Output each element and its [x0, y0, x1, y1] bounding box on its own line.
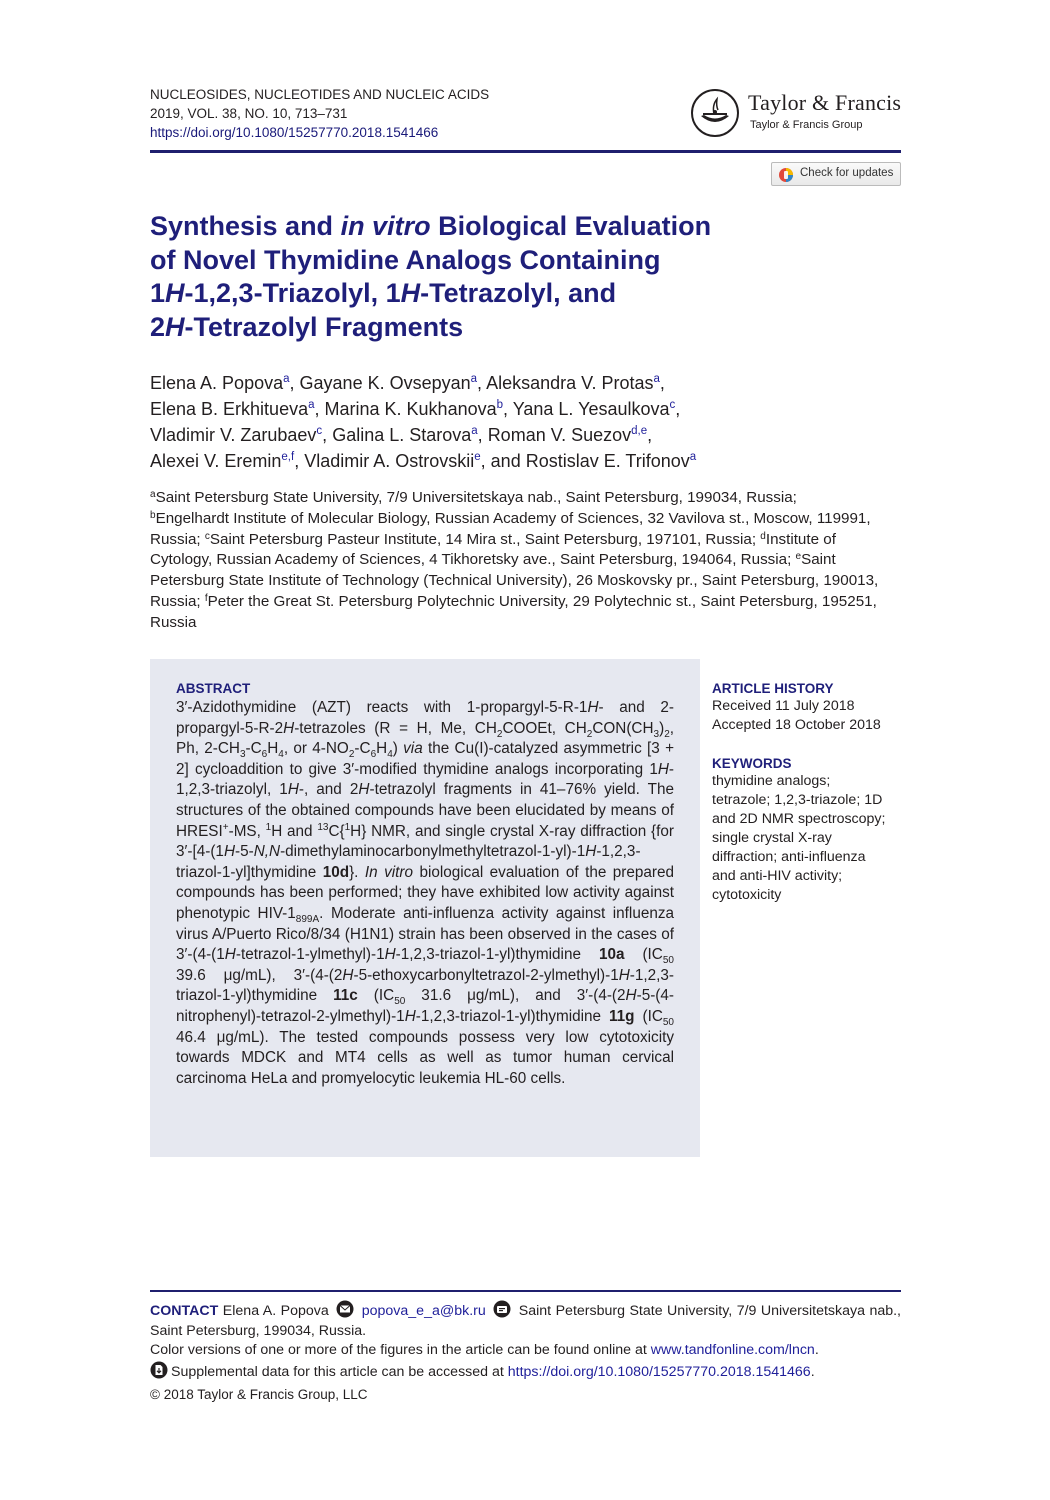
abstract-run: }. — [349, 863, 365, 881]
author-separator: , and — [480, 451, 526, 471]
abstract-run: -tetrazoles (R = H, Me, CH — [294, 719, 497, 737]
author-name: Aleksandra V. Protas — [486, 373, 654, 393]
affiliation-marker: d — [760, 530, 766, 542]
author-separator: , — [659, 373, 665, 393]
copyright: © 2018 Taylor & Francis Group, LLC — [150, 1387, 368, 1402]
author-separator: , — [289, 373, 300, 393]
color-note-text: Color versions of one or more of the figures in the article can be found online at — [150, 1342, 651, 1358]
doi-link[interactable]: https://doi.org/10.1080/15257770.2018.1541466 — [150, 125, 439, 140]
author-name: Roman V. Suezov — [487, 425, 632, 445]
title-part: 1 — [150, 278, 166, 308]
abstract-run: H} NMR, and single crystal X-ray diffraction {for 3′-[4-(1 — [176, 822, 674, 861]
abstract-run: -tetrazol-1-ylmethyl)-1 — [235, 946, 385, 964]
abstract-run: -MS, — [228, 822, 266, 840]
abstract-run: , or 4-NO — [283, 740, 349, 758]
keyword-line: tetrazole; 1,2,3-triazole; 1D — [712, 792, 883, 808]
abstract-run: 50 — [662, 1016, 674, 1028]
author-name: Vladimir A. Ostrovskii — [304, 451, 475, 471]
keyword-line: cytotoxicity — [712, 887, 782, 903]
abstract-run: 3′-Azidothymidine (AZT) reacts with 1-propargyl-5-R-1 — [176, 699, 588, 716]
abstract-run: 10a — [598, 946, 625, 964]
author-name: Yana L. Yesaulkova — [512, 399, 670, 419]
abstract-run: H and — [271, 822, 318, 840]
publisher-group: Taylor & Francis Group — [750, 119, 863, 131]
abstract-run: 4 — [278, 749, 284, 761]
author-separator: , — [503, 399, 513, 419]
abstract-run: biological evaluation of the prepared compounds has been performed; they have exhibited low activity against phenotypic HIV-1 — [176, 863, 675, 922]
accepted-date: Accepted 18 October 2018 — [712, 717, 881, 733]
title-part: H — [165, 311, 185, 342]
abstract-run: (IC — [357, 987, 395, 1005]
abstract-run: 50 — [662, 955, 674, 967]
supplemental-note-end: . — [810, 1364, 815, 1380]
author-separator: , — [314, 399, 325, 419]
abstract-run: 899A — [295, 913, 320, 925]
abstract-run: 13 — [317, 821, 329, 833]
article-history — [712, 681, 912, 735]
journal-header — [150, 85, 489, 142]
abstract-run: H — [404, 1007, 416, 1025]
abstract-run: -dimethylaminocarbonylmethyltetrazol-1-yl)-1 — [280, 843, 586, 861]
affiliation-text: Saint Petersburg Pasteur Institute, 14 Mira st., Saint Petersburg, 197101, Russia; — [209, 530, 761, 548]
affiliations — [150, 488, 890, 634]
abstract-run: - and 2-propargyl-5-R-2 — [176, 699, 675, 737]
author-affiliation-link[interactable]: a — [470, 373, 478, 385]
abstract-run: 10d — [322, 863, 350, 881]
author-affiliation-link[interactable]: c — [316, 425, 323, 437]
abstract-run: 6 — [370, 749, 377, 761]
keyword-line: diffraction; anti-influenza — [712, 849, 866, 865]
abstract-run: 39.6 μg/mL), 3′-(4-(2 — [176, 966, 343, 984]
author-name: Marina K. Kukhanova — [324, 399, 497, 419]
author-separator: , — [675, 399, 681, 419]
abstract-run: 3 — [239, 749, 246, 761]
abstract-run: H — [618, 966, 630, 984]
author-separator: , — [294, 451, 305, 471]
author-affiliation-link[interactable]: c — [669, 399, 676, 411]
abstract-run: -1,2,3-triazol-1-yl)thymidine — [415, 1007, 610, 1025]
color-note — [150, 1340, 819, 1360]
keyword-line: and anti-HIV activity; — [712, 868, 843, 884]
abstract-run: 2 — [586, 728, 593, 740]
contact-email-link[interactable]: popova_e_a@bk.ru — [361, 1303, 486, 1319]
journal-volume: 2019, VOL. 38, NO. 10, 713–731 — [150, 106, 348, 121]
abstract-run: -5-ethoxycarbonyltetrazol-2-ylmethyl)-1 — [353, 966, 619, 984]
author-affiliation-link[interactable]: b — [496, 399, 504, 411]
abstract-run: (IC — [634, 1007, 663, 1025]
contact-block — [150, 1300, 901, 1341]
affiliation-marker: a — [150, 489, 156, 500]
abstract-run: -5- — [235, 843, 254, 861]
author-affiliation-link[interactable]: d,e — [631, 425, 648, 437]
abstract-run: H — [384, 946, 396, 964]
publisher-name: Taylor & Francis — [748, 90, 902, 115]
address-icon — [493, 1300, 511, 1318]
abstract-run: -5-(4-nitrophenyl)-tetrazol-2-ylmethyl)-1 — [176, 987, 674, 1025]
footer-rule — [150, 1290, 901, 1292]
abstract-run: In vitro — [364, 863, 413, 881]
abstract-run: ) — [659, 719, 665, 737]
contact-label: CONTACT — [150, 1303, 219, 1319]
abstract-run: -1,2,3-triazol-1-yl]thymidine — [176, 843, 641, 881]
affiliation-text: Institute of Cytology, Russian Academy of Sciences, 4 Tikhoretsky ave., Saint Petersburg, 194064, Russia; — [150, 530, 836, 569]
color-versions-link[interactable]: www.tandfonline.com/lncn — [650, 1342, 815, 1358]
keywords-heading: KEYWORDS — [712, 756, 792, 771]
abstract-run: H — [625, 987, 637, 1005]
abstract-run: H — [657, 760, 669, 778]
check-updates-label: Check for updates — [800, 167, 894, 179]
keyword-line: thymidine analogs; — [712, 773, 831, 789]
abstract-run: via — [403, 740, 423, 758]
abstract-run: 6 — [261, 749, 268, 761]
abstract-run: , Ph, 2-CH — [176, 719, 674, 758]
affiliation-marker: f — [204, 592, 208, 604]
title-part: in vitro — [340, 211, 431, 241]
contact-name: Elena A. Popova — [222, 1303, 329, 1319]
affiliation-marker: b — [150, 509, 156, 521]
taylor-francis-lamp-icon — [690, 88, 740, 138]
abstract-run: 31.6 μg/mL), and 3′-(4-(2 — [405, 987, 626, 1005]
title-part: of Novel Thymidine Analogs Containing — [150, 244, 661, 275]
author-affiliation-link[interactable]: a — [283, 373, 290, 385]
author-separator: , — [322, 425, 333, 445]
abstract-run: 50 — [394, 996, 406, 1008]
author-separator: , — [477, 425, 488, 445]
journal-name: NUCLEOSIDES, NUCLEOTIDES AND NUCLEIC ACIDS — [150, 87, 490, 102]
abstract-run: H — [223, 843, 235, 861]
supplemental-note-text: Supplemental data for this article can be accessed at — [171, 1364, 508, 1380]
abstract-run: -1,2,3-triazol-1-yl)thymidine — [176, 966, 674, 1005]
keyword-line: single crystal X-ray — [712, 830, 832, 846]
abstract-run: H — [587, 699, 599, 716]
title-part: -Tetrazolyl, and — [420, 278, 617, 308]
abstract-text — [176, 698, 674, 1089]
supplemental-data-link[interactable]: https://doi.org/10.1080/15257770.2018.1541466 — [507, 1364, 811, 1380]
abstract-run: CON(CH — [592, 719, 654, 737]
author-separator: , — [477, 373, 487, 393]
check-updates-button[interactable] — [771, 162, 901, 186]
abstract-run: ) — [392, 740, 404, 758]
author-affiliation-link[interactable]: e — [474, 451, 481, 463]
abstract-run: 2 — [664, 728, 670, 740]
abstract-run: H — [224, 946, 236, 964]
abstract-run: 2 — [348, 749, 355, 761]
affiliation-text: Saint Petersburg State Institute of Technology (Technical University), 26 Moskovsky pr., Saint Petersburg, 190013, Russia; — [150, 551, 879, 610]
author-separator: , — [647, 425, 653, 445]
article-history-heading: ARTICLE HISTORY — [712, 681, 834, 696]
title-part: Synthesis and — [150, 211, 341, 241]
abstract-run: H — [358, 781, 370, 799]
color-note-end: . — [814, 1342, 819, 1358]
author-name: Elena A. Popova — [150, 373, 284, 393]
author-affiliation-link[interactable]: e,f — [281, 451, 295, 463]
affiliation-text: Peter the Great St. Petersburg Polytechnic University, 29 Polytechnic st., Saint Petersburg, 195251, Russia — [150, 592, 877, 631]
article-title — [150, 210, 770, 344]
abstract-heading: ABSTRACT — [176, 681, 251, 696]
affiliation-marker: e — [795, 551, 802, 563]
abstract-run: -tetrazolyl fragments in 41–76% yield. The structures of the obtained compounds have been elucidated by means of HRESI — [176, 781, 675, 840]
author-list — [150, 370, 850, 474]
author-affiliation-link[interactable]: a — [689, 451, 697, 463]
check-updates-icon — [778, 167, 794, 183]
supplemental-data-icon — [150, 1361, 168, 1379]
author-name: Gayane K. Ovsepyan — [299, 373, 471, 393]
abstract-run: -C — [354, 740, 371, 758]
abstract-run: + — [222, 821, 229, 833]
affiliation-text: Engelhardt Institute of Molecular Biology, Russian Academy of Sciences, 32 Vavilova st., Moscow, 119991, Russia; — [150, 509, 871, 548]
abstract-run: . Moderate anti-influenza activity against influenza virus A/Puerto Rico/8/34 (H1N1) strain has been observed in the cases of 3′-(4-(1 — [176, 904, 675, 964]
author-name: Elena B. Erkhitueva — [150, 399, 309, 419]
abstract-run: H — [585, 843, 597, 861]
abstract-run: H — [287, 781, 299, 799]
contact-address: Saint Petersburg State University, 7/9 Universitetskaya nab., Saint Petersburg, 199034, Russia. — [150, 1303, 901, 1339]
abstract-run: 2 — [496, 728, 503, 740]
abstract-run: C{ — [328, 822, 345, 840]
title-part: Biological Evaluation — [430, 211, 712, 241]
author-name: Alexei V. Eremin — [150, 451, 282, 471]
abstract-run: -C — [245, 740, 262, 758]
abstract-run: COOEt, CH — [502, 719, 587, 737]
abstract-run: H — [267, 740, 279, 758]
abstract-run: N,N — [253, 843, 281, 861]
abstract-run: 11c — [333, 987, 358, 1005]
abstract-run: -1,2,3-triazol-1-yl)thymidine — [395, 946, 599, 964]
abstract-run: 46.4 μg/mL). The tested compounds possess very low cytotoxicity towards MDCK and MT4 cells as well as tumor human cervical carcinoma HeLa and promyelocytic leukemia HL-60 cells. — [176, 1028, 674, 1087]
title-part: H — [165, 278, 185, 308]
abstract-run: 11g — [609, 1007, 635, 1025]
author-affiliation-link[interactable]: a — [308, 399, 315, 411]
title-part: -1,2,3-Triazolyl, 1 — [184, 278, 401, 308]
abstract-run: 1 — [344, 821, 351, 833]
keywords — [712, 756, 912, 905]
keyword-line: and 2D NMR spectroscopy; — [712, 811, 886, 827]
author-name: Vladimir V. Zarubaev — [150, 425, 317, 445]
email-icon — [336, 1300, 354, 1318]
supplemental-note — [150, 1361, 815, 1382]
abstract-run: 1 — [265, 821, 272, 833]
author-affiliation-link[interactable]: a — [653, 373, 660, 385]
author-name: Rostislav E. Trifonov — [525, 451, 690, 471]
abstract-run: H — [342, 966, 354, 984]
abstract-run: (IC — [624, 946, 663, 964]
title-part: -Tetrazolyl Fragments — [184, 311, 464, 342]
author-name: Galina L. Starova — [332, 425, 472, 445]
header-rule — [150, 150, 901, 153]
abstract-run: H — [283, 719, 295, 737]
abstract-run: -1,2,3-triazolyl, 1 — [176, 760, 674, 799]
title-part: H — [400, 278, 421, 308]
author-affiliation-link[interactable]: a — [471, 425, 478, 437]
abstract-run: 4 — [387, 749, 393, 761]
affiliation-marker: c — [204, 530, 210, 542]
abstract-run: H — [376, 740, 388, 758]
title-part: 2 — [150, 311, 166, 342]
abstract-run: the Cu(I)-catalyzed asymmetric [3 + 2] cycloaddition to give 3′-modified thymidine analogs incorporating 1 — [176, 740, 674, 778]
affiliation-text: Saint Petersburg State University, 7/9 Universitetskaya nab., Saint Petersburg, 199034, Russia; — [155, 489, 797, 506]
received-date: Received 11 July 2018 — [712, 698, 855, 714]
abstract-run: 3 — [653, 728, 660, 740]
abstract-run: -, and 2 — [298, 781, 359, 799]
